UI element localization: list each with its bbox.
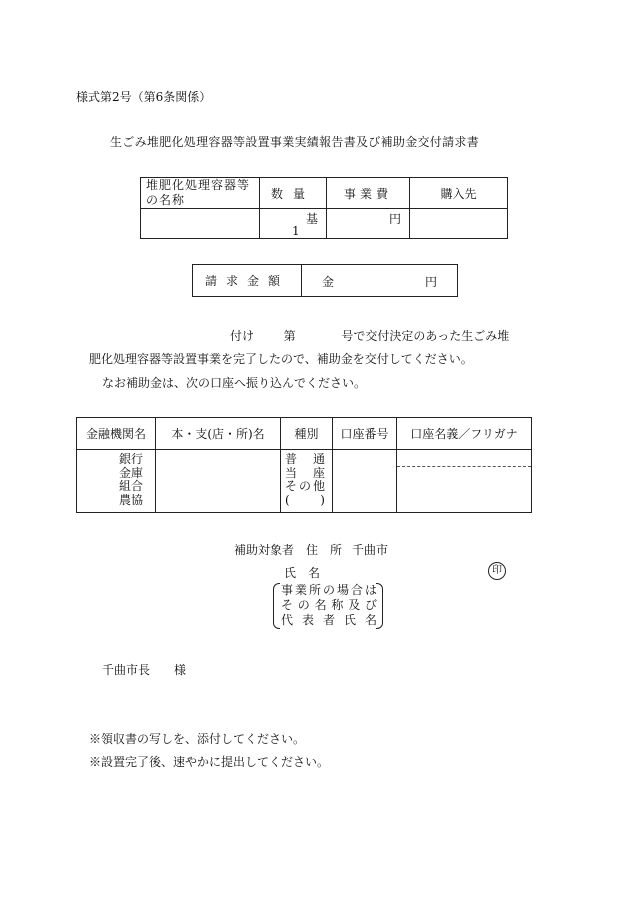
product-name-cell[interactable] bbox=[141, 209, 260, 239]
account-type-cell[interactable] bbox=[281, 450, 333, 513]
right-bracket bbox=[376, 583, 383, 629]
header-account-number: 口座番号 bbox=[333, 418, 397, 450]
note-submit: ※設置完了後、速やかに提出してください。 bbox=[89, 755, 330, 769]
header-account-holder: 口座名義／フリガナ bbox=[397, 418, 532, 450]
quantity-cell[interactable] bbox=[260, 209, 327, 239]
account-kind-other[interactable]: その他 bbox=[285, 479, 325, 493]
body-line-3: なお補助金は、次の口座へ振り込んでください。 bbox=[102, 376, 367, 390]
branch-name-cell[interactable] bbox=[156, 450, 281, 513]
bank-account-table bbox=[76, 417, 532, 513]
address-label: 住 所 bbox=[306, 543, 343, 557]
vendor-cell[interactable] bbox=[410, 209, 508, 239]
account-holder-cell[interactable] bbox=[397, 450, 532, 513]
note-receipt: ※領収書の写しを、添付してください。 bbox=[89, 732, 306, 746]
applicant-label: 補助対象者 bbox=[234, 543, 295, 557]
account-kind-toza[interactable]: 当座 bbox=[285, 465, 325, 480]
account-number-cell[interactable] bbox=[333, 450, 397, 513]
claim-amount-field[interactable] bbox=[302, 265, 458, 297]
header-cost: 事業費 bbox=[327, 178, 410, 209]
note-line-1: 事業所の場合は bbox=[281, 583, 377, 597]
claim-amount-table bbox=[192, 264, 458, 297]
business-note bbox=[273, 583, 383, 629]
account-furigana-field[interactable] bbox=[397, 450, 531, 467]
name-label: 氏 名 bbox=[284, 566, 321, 580]
addressee: 千曲市長 様 bbox=[102, 663, 187, 677]
page-title: 生ごみ堆肥化処理容器等設置事業実績報告書及び補助金交付請求書 bbox=[110, 135, 480, 149]
quantity-value: 1 bbox=[292, 224, 300, 238]
bank-table-header bbox=[77, 418, 532, 450]
header-product-name: 堆肥化処理容器等の名称 bbox=[141, 178, 260, 209]
applicant-address-line bbox=[234, 541, 388, 558]
product-table-header bbox=[141, 178, 508, 209]
seal-icon: 印 bbox=[488, 562, 506, 580]
note-line-2: その名称及び bbox=[281, 598, 377, 612]
claim-amount-prefix: 金 bbox=[322, 275, 335, 289]
form-number: 様式第2号（第6条関係） bbox=[76, 90, 212, 104]
claim-amount-label: 請求金額 bbox=[193, 265, 302, 297]
claim-amount-unit: 円 bbox=[425, 275, 438, 289]
header-account-type: 種別 bbox=[281, 418, 333, 450]
bank-type-nokyo: 農協 bbox=[118, 492, 143, 507]
cost-cell[interactable] bbox=[327, 209, 410, 239]
note-line-3: 代表者氏名 bbox=[281, 613, 377, 627]
quantity-unit: 基 bbox=[305, 212, 318, 226]
body-line-1: 付け 第 号で交付決定のあった生ごみ堆 bbox=[230, 329, 510, 343]
header-quantity: 数量 bbox=[260, 178, 327, 209]
product-table-row bbox=[141, 209, 508, 239]
bank-table-row bbox=[77, 450, 532, 513]
seal-mark bbox=[488, 562, 506, 580]
left-bracket bbox=[273, 583, 280, 629]
account-kind-futsu[interactable]: 普通 bbox=[285, 452, 325, 466]
bank-type-bank: 銀行 bbox=[118, 452, 143, 466]
header-bank-name: 金融機関名 bbox=[77, 418, 156, 450]
bank-name-cell[interactable] bbox=[77, 450, 156, 513]
product-table bbox=[140, 177, 508, 239]
header-vendor: 購入先 bbox=[410, 178, 508, 209]
header-branch-name: 本・支(店・所)名 bbox=[156, 418, 281, 450]
address-value[interactable]: 千曲市 bbox=[352, 543, 389, 557]
bank-type-kinko: 金庫 bbox=[118, 465, 143, 480]
body-line-2: 肥化処理容器等設置事業を完了したので、補助金を交付してください。 bbox=[89, 352, 473, 366]
cost-unit: 円 bbox=[388, 212, 401, 226]
bank-type-kumiai: 組合 bbox=[118, 479, 143, 493]
account-kind-other-blank: ( ) bbox=[285, 492, 325, 507]
